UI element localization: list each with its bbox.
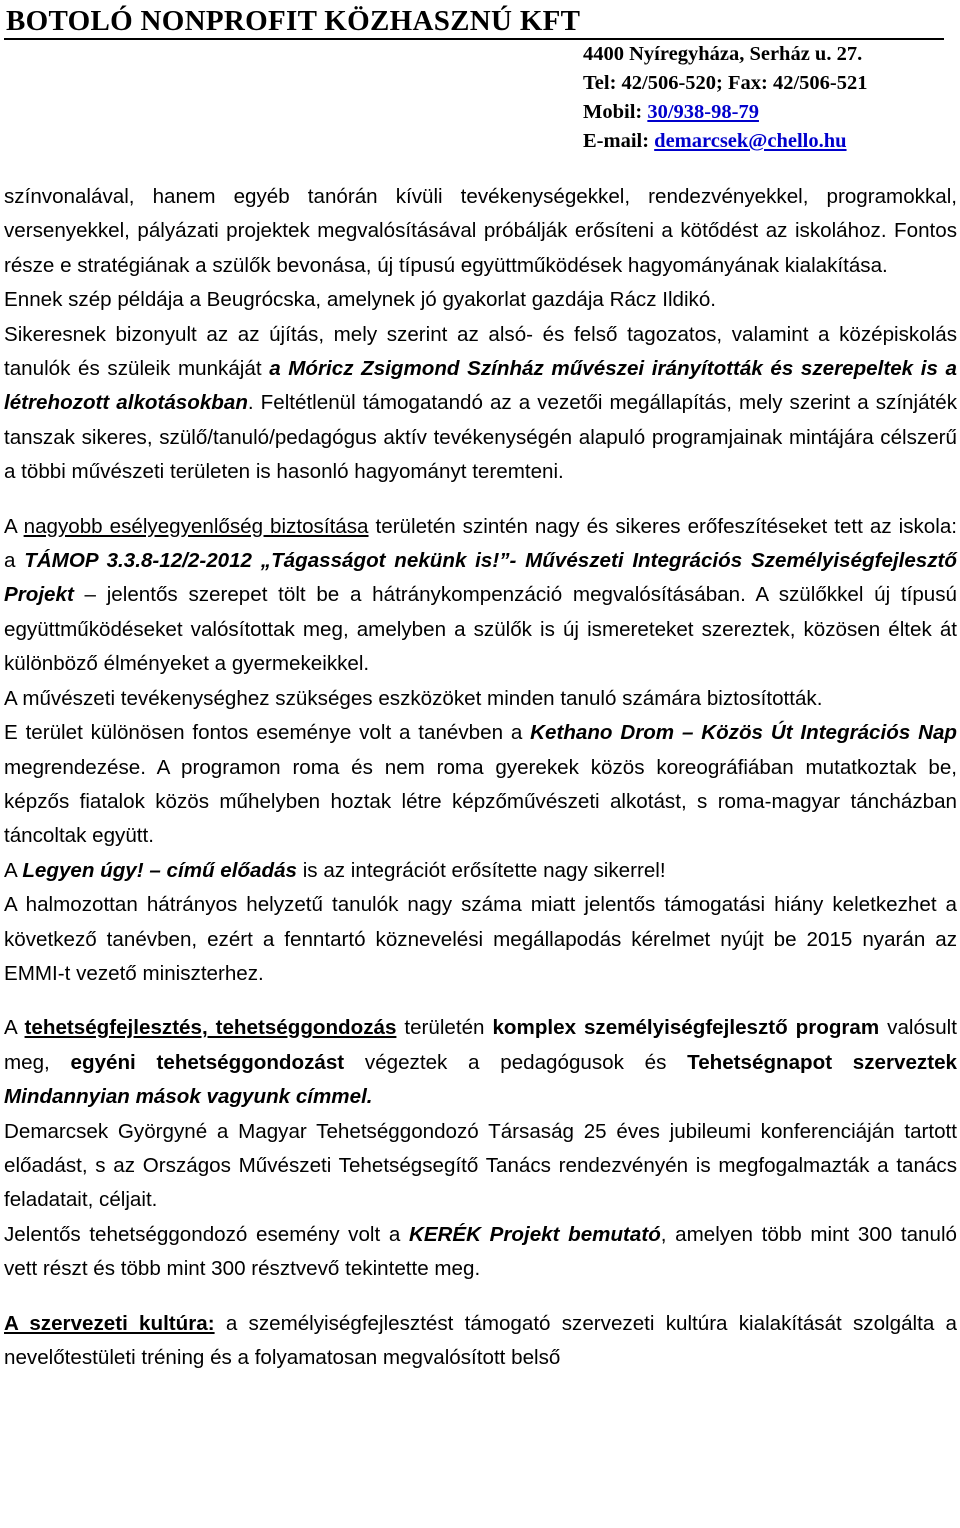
paragraph-innovation xyxy=(4,318,957,490)
paragraph-tools: A művészeti tevékenységhez szükséges eszközöket minden tanuló számára biztosították. xyxy=(4,686,823,710)
paragraph-kethano-drom xyxy=(4,716,957,854)
paragraph-spacer xyxy=(4,991,957,1011)
text-run-bold: Tehetségnapot szerveztek xyxy=(687,1050,957,1074)
document-body xyxy=(4,180,957,1375)
text-run-project-code: TÁMOP 3.3.8-12/2-2012 „Tágasságot nekünk is! xyxy=(24,549,500,573)
text-run: . Feltétlenül támogatandó az a vezetői megállapítás, mely szerint a színjáték tanszak sikeres, szülő/tanuló/pedagógus aktív tevékenységén alapuló programjainak mintájára célszerű a többi művészeti területen is hasonló hagyományt teremteni. xyxy=(4,391,957,484)
text-run-event-name: Kethano Drom – Közös Út Integrációs Nap xyxy=(530,721,958,745)
text-run-bold: komplex személyiségfejlesztő program xyxy=(492,1016,880,1040)
text-run: E terület különösen fontos eseménye volt a tanévben a xyxy=(4,721,531,745)
paragraph-beugrocska: Ennek szép példája a Beugrócska, amelynek jó gyakorlat gazdája Rácz Ildikó. xyxy=(4,288,717,312)
text-run: A xyxy=(4,1016,25,1040)
contact-block xyxy=(583,40,868,156)
text-run: is az integrációt erősítette nagy sikerrel! xyxy=(297,858,666,882)
mobile-link[interactable]: 30/938-98-79 xyxy=(647,101,759,123)
paragraph-spacer xyxy=(4,1287,957,1307)
paragraph-kerek-projekt xyxy=(4,1218,957,1287)
phone-fax: Tel: 42/506-520; Fax: 42/506-521 xyxy=(583,72,868,94)
text-run-underlined-bold: A szervezeti kultúra: xyxy=(4,1311,215,1335)
text-run-underlined: nagyobb esélyegyenlőség biztosítása xyxy=(23,514,369,538)
text-run-underlined-bold: tehetségfejlesztés, tehetséggondozás xyxy=(24,1016,397,1040)
text-run-play-title: Legyen úgy! – című előadás xyxy=(22,858,297,882)
text-run-emphasis: a Móricz Zsigmond Színház művészei irányították és szerepeltek is a létrehozott alkotásokban xyxy=(4,357,957,415)
mobile-line xyxy=(583,98,868,127)
text-run: A xyxy=(4,514,24,538)
paragraph-funding: A halmozottan hátrányos helyzetű tanulók nagy száma miatt jelentős támogatási hiány keletkezhet a következő tanévben, ezért a fenntartó köznevelési megállapodás kérelmet nyújt be 2015 nyarán az EMMI-t vezető miniszterhez. xyxy=(4,893,957,985)
paragraph-legyen-ugy xyxy=(4,854,957,888)
text-run: Jelentős tehetséggondozó esemény volt a xyxy=(4,1222,409,1246)
text-run: végeztek a pedagógusok és xyxy=(344,1050,688,1074)
paragraph-talent xyxy=(4,1011,957,1114)
text-run-bold-italic: KERÉK Projekt bemutató xyxy=(408,1222,661,1246)
email-line xyxy=(583,127,868,156)
text-run: megrendezése. A programon roma és nem roma gyerekek közös koreográfiában mutatkoztak be, képzős fiatalok közös műhelyben hoztak létre képzőművészeti alkotást, s roma-magyar táncházban táncoltak együtt. xyxy=(4,755,957,848)
text-run: valósult meg, xyxy=(4,1016,957,1074)
paragraph-equal-opportunity xyxy=(4,510,957,682)
mobile-label: Mobil: xyxy=(583,101,648,123)
paragraph-intro: színvonalával, hanem egyéb tanórán kívüli tevékenységekkel, rendezvényekkel, programokkal, versenyekkel, pályázati projektek megvalósításával próbálják erősíteni a kötődést az iskolához. Fontos része e stratégiának a szülők bevonása, új típusú együttműködések hagyományának kialakítása. xyxy=(4,185,957,277)
text-run: Sikeresnek bizonyult az az újítás, mely szerint az alsó- és felső tagozatos, valamint a középiskolás tanulók és szüleik munkáját xyxy=(4,322,957,381)
text-run-bold-italic: Mindannyian mások vagyunk címmel. xyxy=(4,1085,373,1109)
text-run: A xyxy=(4,858,23,882)
email-label: E-mail: xyxy=(583,130,655,152)
paragraph-spacer xyxy=(4,490,957,510)
address: 4400 Nyíregyháza, Serház u. 27. xyxy=(583,43,863,65)
text-run: a személyiségfejlesztést támogató szervezeti kultúra kialakítását szolgálta a nevelőtestületi tréning és a folyamatosan megvalósított belső xyxy=(4,1311,957,1369)
paragraph-conference: Demarcsek Györgyné a Magyar Tehetséggondozó Társaság 25 éves jubileumi konferenciáján tartott előadást, s az Országos Művészeti Tehetségsegítő Tanács rendezvényén is megfogalmazták a tanács feladatait, céljait. xyxy=(4,1119,957,1212)
text-run: – jelentős szerepet tölt be a hátránykompenzáció megvalósításában. A szülőkkel új típusú együttműködéseket valósítottak meg, amelyben a szülők is új ismereteket szereztek, közösen éltek át különböző élményeket a gyermekeikkel. xyxy=(4,583,957,676)
text-run: , amelyen több mint 300 tanuló vett részt és több mint 300 résztvevő tekintette meg. xyxy=(4,1222,957,1281)
text-run-project-name: ”- Művészeti Integrációs Személyiségfejlesztő Projekt xyxy=(4,549,957,607)
text-run-bold: egyéni tehetséggondozást xyxy=(70,1050,345,1074)
text-run: területén xyxy=(396,1016,493,1040)
text-run: területén szintén nagy és sikeres erőfeszítéseket tett az iskola: a xyxy=(4,514,957,573)
email-link[interactable]: demarcsek@chello.hu xyxy=(654,130,847,152)
company-name: BOTOLÓ NONPROFIT KÖZHASZNÚ KFT xyxy=(6,5,581,37)
paragraph-culture xyxy=(4,1307,957,1376)
letterhead xyxy=(0,0,960,160)
